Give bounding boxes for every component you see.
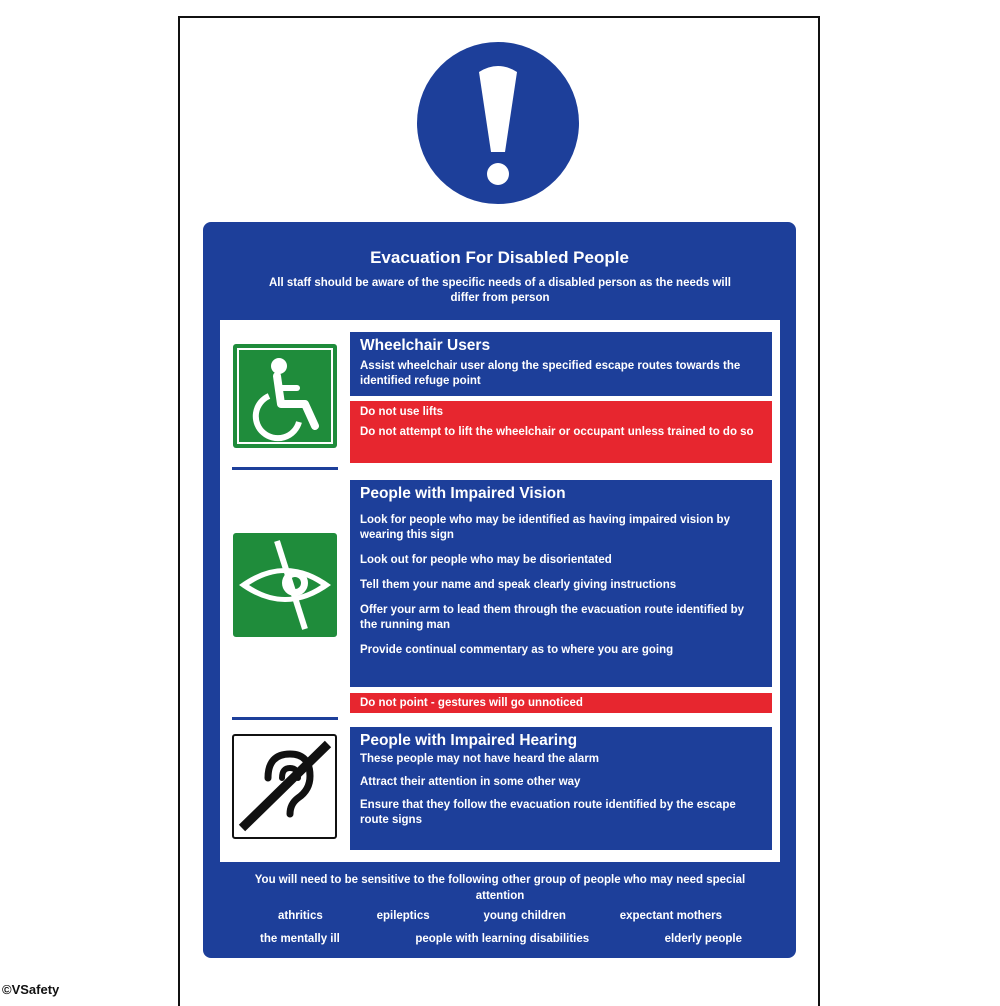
impaired-hearing-icon (232, 734, 337, 839)
hearing-section (350, 727, 772, 850)
impaired-vision-icon (233, 533, 337, 637)
section-heading: People with Impaired Vision (360, 485, 566, 502)
sign-intro: All staff should be aware of the specific needs of a disabled person as the needs will differ from person (268, 277, 732, 304)
footer-text: You will need to be sensitive to the following other group of people who may need special attention (254, 874, 746, 902)
warning-line: Do not point - gestures will go unnoticed (360, 697, 583, 709)
wheelchair-section (350, 332, 772, 396)
exclamation-icon (417, 42, 579, 204)
section-line: Ensure that they follow the evacuation route identified by the escape route signs (360, 799, 736, 826)
section-heading: People with Impaired Hearing (360, 732, 578, 749)
section-line: Provide continual commentary as to where you are going (360, 644, 674, 656)
groups-row-2 (260, 933, 742, 945)
group-item: people with learning disabilities (415, 933, 590, 945)
section-line: These people may not have heard the alarm (360, 753, 600, 765)
vision-warning (350, 693, 772, 713)
group-item: athritics (278, 910, 323, 922)
wheelchair-icon (233, 344, 337, 448)
groups-row-1 (278, 910, 722, 922)
warning-line: Do not use lifts (360, 406, 444, 418)
section-heading: Wheelchair Users (360, 337, 491, 354)
section-line: Look out for people who may be disorientated (360, 554, 612, 566)
section-divider (232, 717, 338, 720)
section-line: Assist wheelchair user along the specified escape routes towards the identified refuge point (360, 360, 741, 387)
group-item: young children (483, 910, 566, 922)
wheelchair-warning (350, 401, 772, 463)
section-divider (232, 467, 338, 470)
sign-title: Evacuation For Disabled People (370, 248, 629, 267)
section-line: Attract their attention in some other way (360, 776, 581, 788)
section-line: Tell them your name and speak clearly giving instructions (360, 579, 677, 591)
vision-section (350, 480, 772, 687)
group-item: the mentally ill (260, 933, 340, 945)
group-item: expectant mothers (619, 910, 722, 922)
section-line: Look for people who may be identified as having impaired vision by wearing this sign (360, 514, 730, 541)
copyright-credit: ©VSafety (2, 982, 60, 997)
warning-line: Do not attempt to lift the wheelchair or occupant unless trained to do so (360, 426, 754, 438)
section-line: Offer your arm to lead them through the evacuation route identified by the running man (360, 604, 745, 631)
group-item: epileptics (376, 910, 430, 922)
group-item: elderly people (664, 933, 742, 945)
